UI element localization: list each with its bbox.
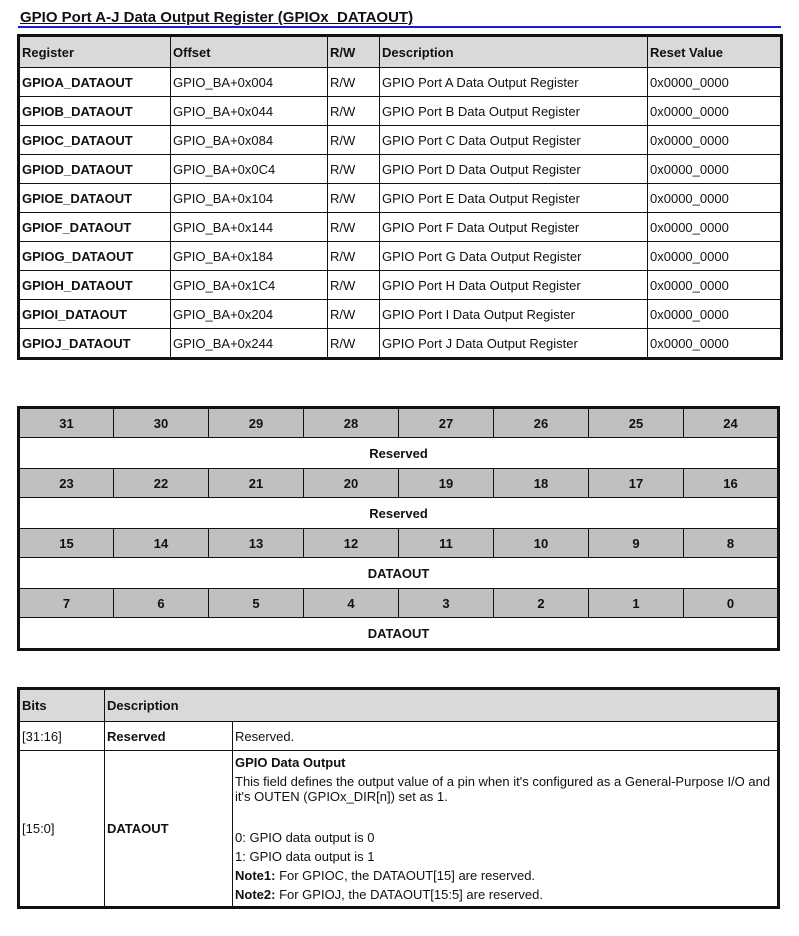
header-bits: Bits	[19, 689, 105, 722]
register-reset-value: 0x0000_0000	[648, 300, 782, 329]
register-offset: GPIO_BA+0x044	[171, 97, 328, 126]
bit-number-row	[19, 589, 779, 618]
table-row	[19, 722, 779, 751]
bit-number: 25	[589, 408, 684, 438]
bit-number: 2	[494, 589, 589, 618]
register-offset: GPIO_BA+0x244	[171, 329, 328, 359]
bit-number: 20	[304, 469, 399, 498]
bit-field-name: DATAOUT	[19, 618, 779, 650]
register-description: GPIO Port H Data Output Register	[380, 271, 648, 300]
field-heading: GPIO Data Output	[235, 755, 346, 770]
register-reset-value: 0x0000_0000	[648, 271, 782, 300]
bit-number-row	[19, 469, 779, 498]
field-text: This field defines the output value of a pin when it's configured as a General-Purpose I/O and it's OUTEN (GPIOx_DIR[n]) set as 1.	[235, 774, 771, 804]
register-reset-value: 0x0000_0000	[648, 213, 782, 242]
table-row	[19, 271, 782, 300]
field-description	[233, 751, 779, 908]
note-1	[235, 868, 775, 883]
register-name: GPIOG_DATAOUT	[19, 242, 171, 271]
register-reset-value: 0x0000_0000	[648, 242, 782, 271]
table-row	[19, 329, 782, 359]
bit-number: 5	[209, 589, 304, 618]
register-name: GPIOF_DATAOUT	[19, 213, 171, 242]
bit-number: 15	[19, 529, 114, 558]
register-description: GPIO Port C Data Output Register	[380, 126, 648, 155]
register-reset-value: 0x0000_0000	[648, 184, 782, 213]
register-access: R/W	[328, 155, 380, 184]
register-offset: GPIO_BA+0x004	[171, 68, 328, 97]
table-row	[19, 155, 782, 184]
value-0: 0: GPIO data output is 0	[235, 830, 375, 845]
bit-number: 11	[399, 529, 494, 558]
bit-number: 1	[589, 589, 684, 618]
table-row	[19, 751, 779, 908]
register-reset-value: 0x0000_0000	[648, 126, 782, 155]
register-offset: GPIO_BA+0x1C4	[171, 271, 328, 300]
register-offset: GPIO_BA+0x0C4	[171, 155, 328, 184]
header-reset-value: Reset Value	[648, 36, 782, 68]
note-label: Note2:	[235, 887, 276, 902]
register-description: GPIO Port I Data Output Register	[380, 300, 648, 329]
note-2	[235, 887, 775, 902]
header-offset: Offset	[171, 36, 328, 68]
register-access: R/W	[328, 68, 380, 97]
bit-field-name: Reserved	[19, 498, 779, 529]
bit-field-row	[19, 618, 779, 650]
table-row	[19, 300, 782, 329]
register-description: GPIO Port G Data Output Register	[380, 242, 648, 271]
field-name: DATAOUT	[105, 751, 233, 908]
header-register: Register	[19, 36, 171, 68]
register-description: GPIO Port F Data Output Register	[380, 213, 648, 242]
bit-number: 17	[589, 469, 684, 498]
bit-number: 8	[684, 529, 779, 558]
register-name: GPIOE_DATAOUT	[19, 184, 171, 213]
header-description: Description	[105, 689, 779, 722]
note-text: For GPIOC, the DATAOUT[15] are reserved.	[275, 868, 536, 883]
table-row	[19, 213, 782, 242]
table-row	[19, 242, 782, 271]
bit-number: 12	[304, 529, 399, 558]
bit-number: 3	[399, 589, 494, 618]
register-name: GPIOJ_DATAOUT	[19, 329, 171, 359]
bit-number-row	[19, 529, 779, 558]
note-text: For GPIOJ, the DATAOUT[15:5] are reserved.	[275, 887, 544, 902]
register-name: GPIOH_DATAOUT	[19, 271, 171, 300]
table-row	[19, 184, 782, 213]
header-description: Description	[380, 36, 648, 68]
register-name: GPIOA_DATAOUT	[19, 68, 171, 97]
page-title: GPIO Port A-J Data Output Register (GPIOx_DATAOUT)	[20, 9, 414, 26]
bit-number: 6	[114, 589, 209, 618]
bit-field-row	[19, 498, 779, 529]
bit-range: [31:16]	[19, 722, 105, 751]
bit-number: 10	[494, 529, 589, 558]
table-row	[19, 68, 782, 97]
bit-range: [15:0]	[19, 751, 105, 908]
bit-number: 29	[209, 408, 304, 438]
bit-field-row	[19, 558, 779, 589]
bit-number: 4	[304, 589, 399, 618]
bit-number: 14	[114, 529, 209, 558]
register-name: GPIOD_DATAOUT	[19, 155, 171, 184]
register-offset: GPIO_BA+0x204	[171, 300, 328, 329]
bit-number: 27	[399, 408, 494, 438]
register-description: GPIO Port B Data Output Register	[380, 97, 648, 126]
bit-number: 19	[399, 469, 494, 498]
table-row	[19, 126, 782, 155]
register-reset-value: 0x0000_0000	[648, 329, 782, 359]
bit-description-table	[17, 687, 780, 909]
bit-number: 22	[114, 469, 209, 498]
bit-number: 30	[114, 408, 209, 438]
bit-number: 18	[494, 469, 589, 498]
register-access: R/W	[328, 329, 380, 359]
bit-number: 24	[684, 408, 779, 438]
bit-number-row	[19, 408, 779, 438]
bit-number: 21	[209, 469, 304, 498]
bit-field-name: DATAOUT	[19, 558, 779, 589]
register-access: R/W	[328, 126, 380, 155]
register-reset-value: 0x0000_0000	[648, 155, 782, 184]
header-rw: R/W	[328, 36, 380, 68]
register-access: R/W	[328, 97, 380, 126]
note-label: Note1:	[235, 868, 276, 883]
field-name: Reserved	[105, 722, 233, 751]
register-description: GPIO Port D Data Output Register	[380, 155, 648, 184]
table-header-row	[19, 36, 782, 68]
register-offset: GPIO_BA+0x104	[171, 184, 328, 213]
register-offset: GPIO_BA+0x144	[171, 213, 328, 242]
register-access: R/W	[328, 213, 380, 242]
bit-field-row	[19, 438, 779, 469]
bit-number: 26	[494, 408, 589, 438]
register-access: R/W	[328, 242, 380, 271]
bit-field-name: Reserved	[19, 438, 779, 469]
register-name: GPIOC_DATAOUT	[19, 126, 171, 155]
register-description: GPIO Port J Data Output Register	[380, 329, 648, 359]
value-1: 1: GPIO data output is 1	[235, 849, 375, 864]
register-offset: GPIO_BA+0x184	[171, 242, 328, 271]
register-access: R/W	[328, 184, 380, 213]
register-map-table	[17, 34, 783, 360]
bit-number: 13	[209, 529, 304, 558]
table-header-row	[19, 689, 779, 722]
bit-number: 0	[684, 589, 779, 618]
field-description: Reserved.	[233, 722, 779, 751]
register-reset-value: 0x0000_0000	[648, 68, 782, 97]
bit-number: 16	[684, 469, 779, 498]
register-name: GPIOB_DATAOUT	[19, 97, 171, 126]
bit-layout-table	[17, 406, 780, 651]
spacer	[235, 808, 775, 830]
bit-number: 9	[589, 529, 684, 558]
register-offset: GPIO_BA+0x084	[171, 126, 328, 155]
bit-number: 28	[304, 408, 399, 438]
table-row	[19, 97, 782, 126]
register-description: GPIO Port A Data Output Register	[380, 68, 648, 97]
register-access: R/W	[328, 300, 380, 329]
title-underline	[18, 26, 781, 28]
bit-number: 23	[19, 469, 114, 498]
register-description: GPIO Port E Data Output Register	[380, 184, 648, 213]
register-name: GPIOI_DATAOUT	[19, 300, 171, 329]
bit-number: 31	[19, 408, 114, 438]
register-access: R/W	[328, 271, 380, 300]
register-reset-value: 0x0000_0000	[648, 97, 782, 126]
bit-number: 7	[19, 589, 114, 618]
